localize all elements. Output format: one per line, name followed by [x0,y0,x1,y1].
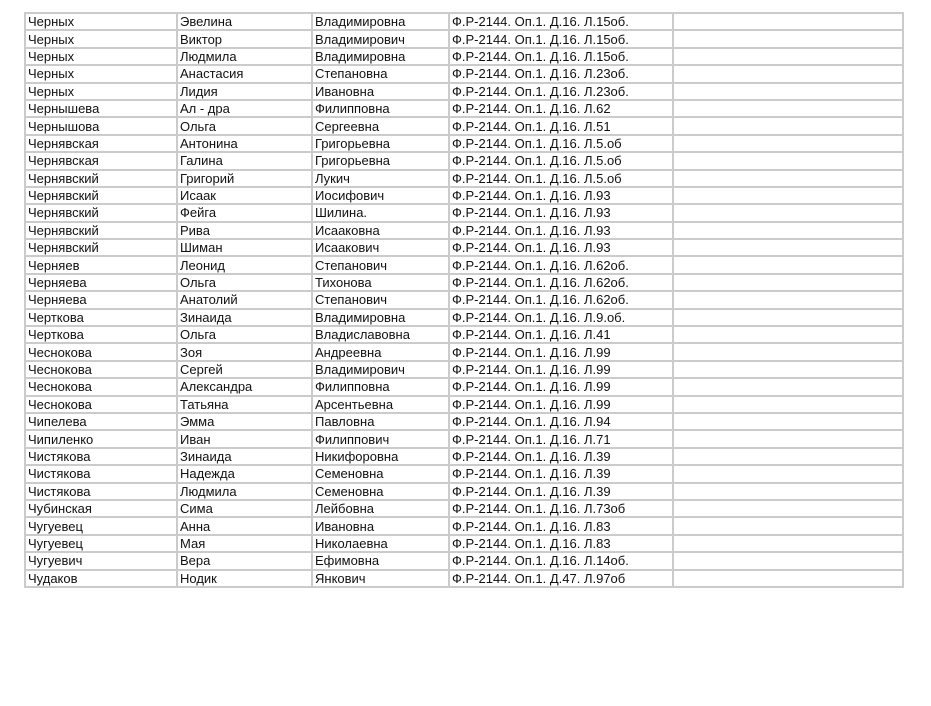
first-name-cell: Ольга [177,274,312,291]
first-name-cell: Шиман [177,239,312,256]
notes-cell [673,204,903,221]
table-row [25,343,903,360]
table-row [25,83,903,100]
notes-cell [673,309,903,326]
patronymic-cell: Лейбовна [312,500,449,517]
first-name-cell: Эмма [177,413,312,430]
first-name-cell: Зинаида [177,448,312,465]
patronymic-cell: Степановна [312,65,449,82]
patronymic-cell: Павловна [312,413,449,430]
notes-cell [673,483,903,500]
patronymic-cell: Филиппович [312,430,449,447]
first-name-cell: Антонина [177,135,312,152]
archive-reference-cell: Ф.Р-2144. Оп.1. Д.16. Л.39 [449,465,673,482]
surname-cell: Чугуевич [25,552,177,569]
archive-reference-cell: Ф.Р-2144. Оп.1. Д.16. Л.62об. [449,256,673,273]
table-row [25,274,903,291]
surname-cell: Черных [25,30,177,47]
patronymic-cell: Владимирович [312,30,449,47]
patronymic-cell: Ивановна [312,517,449,534]
patronymic-cell: Филипповна [312,100,449,117]
notes-cell [673,343,903,360]
notes-cell [673,100,903,117]
patronymic-cell: Владимировна [312,13,449,30]
surname-cell: Чернышова [25,117,177,134]
patronymic-cell: Лукич [312,170,449,187]
surname-cell: Чернявский [25,187,177,204]
first-name-cell: Александра [177,378,312,395]
first-name-cell: Ольга [177,117,312,134]
table-row [25,552,903,569]
archive-reference-cell: Ф.Р-2144. Оп.1. Д.16. Л.99 [449,378,673,395]
first-name-cell: Эвелина [177,13,312,30]
table-row [25,117,903,134]
table-row [25,30,903,47]
surname-cell: Черняева [25,274,177,291]
patronymic-cell: Владимировна [312,48,449,65]
surname-cell: Чеснокова [25,361,177,378]
surname-cell: Черных [25,48,177,65]
notes-cell [673,222,903,239]
patronymic-cell: Григорьевна [312,135,449,152]
table-row [25,170,903,187]
notes-cell [673,361,903,378]
surname-cell: Чудаков [25,570,177,587]
archive-reference-cell: Ф.Р-2144. Оп.1. Д.16. Л.51 [449,117,673,134]
patronymic-cell: Владимировна [312,309,449,326]
patronymic-cell: Исааковна [312,222,449,239]
table-row [25,413,903,430]
archive-reference-cell: Ф.Р-2144. Оп.1. Д.16. Л.14об. [449,552,673,569]
first-name-cell: Людмила [177,483,312,500]
notes-cell [673,430,903,447]
table-row [25,570,903,587]
first-name-cell: Ольга [177,326,312,343]
notes-cell [673,517,903,534]
first-name-cell: Анатолий [177,291,312,308]
surname-cell: Чеснокова [25,396,177,413]
first-name-cell: Лидия [177,83,312,100]
surname-cell: Чернявский [25,239,177,256]
notes-cell [673,65,903,82]
table-row [25,430,903,447]
table-row [25,361,903,378]
patronymic-cell: Николаевна [312,535,449,552]
patronymic-cell: Андреевна [312,343,449,360]
archive-reference-cell: Ф.Р-2144. Оп.1. Д.16. Л.71 [449,430,673,447]
notes-cell [673,48,903,65]
archive-reference-cell: Ф.Р-2144. Оп.1. Д.16. Л.83 [449,535,673,552]
first-name-cell: Исаак [177,187,312,204]
first-name-cell: Татьяна [177,396,312,413]
first-name-cell: Ал - дра [177,100,312,117]
table-row [25,204,903,221]
first-name-cell: Мая [177,535,312,552]
surname-cell: Чипиленко [25,430,177,447]
surname-cell: Чистякова [25,483,177,500]
table-row [25,535,903,552]
surname-cell: Чистякова [25,448,177,465]
first-name-cell: Анастасия [177,65,312,82]
archive-reference-cell: Ф.Р-2144. Оп.1. Д.16. Л.5.об [449,152,673,169]
surname-cell: Чубинская [25,500,177,517]
first-name-cell: Людмила [177,48,312,65]
surname-cell: Чернявский [25,222,177,239]
patronymic-cell: Ефимовна [312,552,449,569]
first-name-cell: Сима [177,500,312,517]
table-row [25,396,903,413]
notes-cell [673,570,903,587]
archive-reference-cell: Ф.Р-2144. Оп.1. Д.16. Л.9.об. [449,309,673,326]
surname-cell: Чеснокова [25,378,177,395]
surname-cell: Черных [25,83,177,100]
notes-cell [673,274,903,291]
patronymic-cell: Владиславовна [312,326,449,343]
table-row [25,500,903,517]
patronymic-cell: Степанович [312,256,449,273]
archive-reference-cell: Ф.Р-2144. Оп.1. Д.16. Л.23об. [449,65,673,82]
surname-cell: Чернявский [25,170,177,187]
patronymic-cell: Исаакович [312,239,449,256]
first-name-cell: Галина [177,152,312,169]
archive-reference-cell: Ф.Р-2144. Оп.1. Д.16. Л.99 [449,343,673,360]
archive-reference-cell: Ф.Р-2144. Оп.1. Д.16. Л.93 [449,204,673,221]
archive-reference-cell: Ф.Р-2144. Оп.1. Д.16. Л.5.об [449,135,673,152]
archive-reference-cell: Ф.Р-2144. Оп.1. Д.16. Л.94 [449,413,673,430]
notes-cell [673,291,903,308]
notes-cell [673,83,903,100]
notes-cell [673,170,903,187]
notes-cell [673,326,903,343]
table-row [25,187,903,204]
surname-cell: Черткова [25,326,177,343]
first-name-cell: Вера [177,552,312,569]
surname-cell: Чернявская [25,135,177,152]
surname-cell: Чернявская [25,152,177,169]
notes-cell [673,552,903,569]
records-table-body [25,13,903,587]
notes-cell [673,117,903,134]
surname-cell: Чернявский [25,204,177,221]
notes-cell [673,500,903,517]
archive-reference-cell: Ф.Р-2144. Оп.1. Д.16. Л.39 [449,448,673,465]
notes-cell [673,152,903,169]
table-row [25,222,903,239]
first-name-cell: Виктор [177,30,312,47]
archive-reference-cell: Ф.Р-2144. Оп.1. Д.16. Л.15об. [449,30,673,47]
table-row [25,465,903,482]
surname-cell: Чугуевец [25,517,177,534]
first-name-cell: Иван [177,430,312,447]
first-name-cell: Леонид [177,256,312,273]
records-table [24,12,904,588]
table-row [25,13,903,30]
archive-reference-cell: Ф.Р-2144. Оп.1. Д.16. Л.99 [449,396,673,413]
surname-cell: Черных [25,13,177,30]
table-row [25,517,903,534]
notes-cell [673,13,903,30]
patronymic-cell: Иосифович [312,187,449,204]
table-row [25,378,903,395]
surname-cell: Чернышева [25,100,177,117]
patronymic-cell: Филипповна [312,378,449,395]
archive-reference-cell: Ф.Р-2144. Оп.1. Д.16. Л.23об. [449,83,673,100]
surname-cell: Черняев [25,256,177,273]
notes-cell [673,30,903,47]
first-name-cell: Рива [177,222,312,239]
patronymic-cell: Степанович [312,291,449,308]
notes-cell [673,378,903,395]
patronymic-cell: Григорьевна [312,152,449,169]
surname-cell: Чистякова [25,465,177,482]
surname-cell: Черняева [25,291,177,308]
patronymic-cell: Ивановна [312,83,449,100]
patronymic-cell: Семеновна [312,465,449,482]
table-row [25,256,903,273]
notes-cell [673,187,903,204]
surname-cell: Чугуевец [25,535,177,552]
notes-cell [673,396,903,413]
archive-reference-cell: Ф.Р-2144. Оп.1. Д.16. Л.93 [449,222,673,239]
archive-reference-cell: Ф.Р-2144. Оп.1. Д.16. Л.93 [449,187,673,204]
archive-reference-cell: Ф.Р-2144. Оп.1. Д.16. Л.62 [449,100,673,117]
table-row [25,483,903,500]
patronymic-cell: Арсентьевна [312,396,449,413]
patronymic-cell: Владимирович [312,361,449,378]
table-row [25,135,903,152]
table-row [25,448,903,465]
patronymic-cell: Сергеевна [312,117,449,134]
archive-reference-cell: Ф.Р-2144. Оп.1. Д.16. Л.39 [449,483,673,500]
notes-cell [673,135,903,152]
notes-cell [673,413,903,430]
archive-reference-cell: Ф.Р-2144. Оп.1. Д.47. Л.97об [449,570,673,587]
archive-reference-cell: Ф.Р-2144. Оп.1. Д.16. Л.15об. [449,13,673,30]
notes-cell [673,256,903,273]
first-name-cell: Сергей [177,361,312,378]
notes-cell [673,535,903,552]
table-row [25,65,903,82]
notes-cell [673,239,903,256]
patronymic-cell: Янкович [312,570,449,587]
first-name-cell: Зоя [177,343,312,360]
first-name-cell: Зинаида [177,309,312,326]
table-row [25,309,903,326]
archive-reference-cell: Ф.Р-2144. Оп.1. Д.16. Л.5.об [449,170,673,187]
archive-reference-cell: Ф.Р-2144. Оп.1. Д.16. Л.83 [449,517,673,534]
table-row [25,239,903,256]
notes-cell [673,465,903,482]
first-name-cell: Надежда [177,465,312,482]
archive-reference-cell: Ф.Р-2144. Оп.1. Д.16. Л.99 [449,361,673,378]
archive-reference-cell: Ф.Р-2144. Оп.1. Д.16. Л.73об [449,500,673,517]
archive-reference-cell: Ф.Р-2144. Оп.1. Д.16. Л.62об. [449,291,673,308]
table-row [25,48,903,65]
archive-reference-cell: Ф.Р-2144. Оп.1. Д.16. Л.62об. [449,274,673,291]
surname-cell: Чеснокова [25,343,177,360]
table-row [25,152,903,169]
surname-cell: Чипелева [25,413,177,430]
first-name-cell: Анна [177,517,312,534]
notes-cell [673,448,903,465]
patronymic-cell: Семеновна [312,483,449,500]
patronymic-cell: Никифоровна [312,448,449,465]
archive-reference-cell: Ф.Р-2144. Оп.1. Д.16. Л.93 [449,239,673,256]
surname-cell: Черных [25,65,177,82]
archive-reference-cell: Ф.Р-2144. Оп.1. Д.16. Л.15об. [449,48,673,65]
surname-cell: Черткова [25,309,177,326]
archive-reference-cell: Ф.Р-2144. Оп.1. Д.16. Л.41 [449,326,673,343]
table-row [25,291,903,308]
first-name-cell: Фейга [177,204,312,221]
first-name-cell: Нодик [177,570,312,587]
patronymic-cell: Тихонова [312,274,449,291]
table-row [25,326,903,343]
table-row [25,100,903,117]
patronymic-cell: Шилина. [312,204,449,221]
first-name-cell: Григорий [177,170,312,187]
